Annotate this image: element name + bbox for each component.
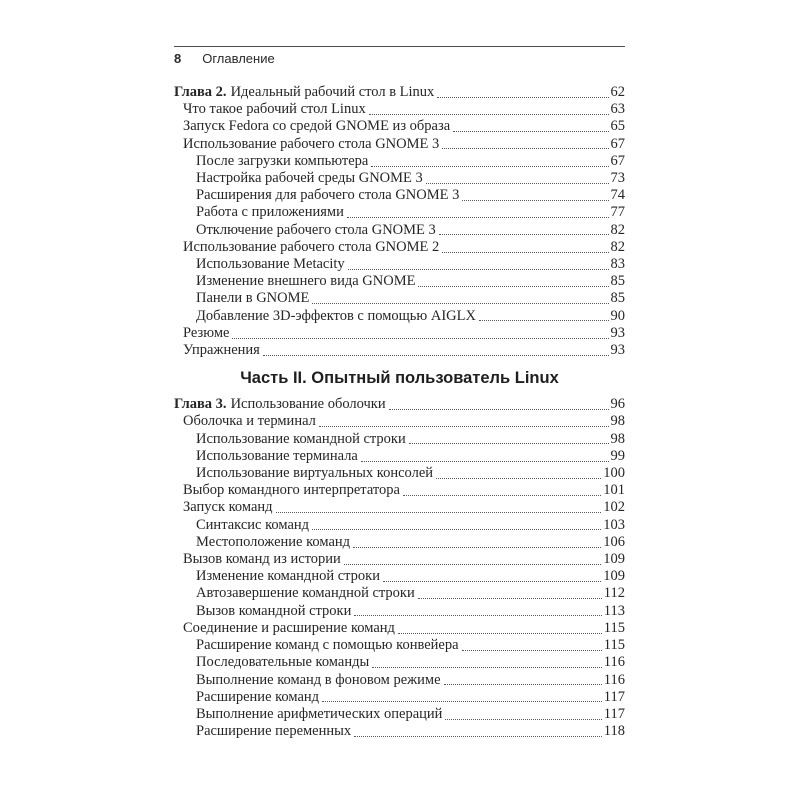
toc-entry <box>174 534 625 551</box>
entry-title: Работа с приложениями <box>196 204 344 221</box>
entry-title: Использование виртуальных консолей <box>196 465 434 482</box>
toc-entry <box>174 170 625 187</box>
dot-leader <box>389 409 609 410</box>
page-number: 96 <box>610 396 625 413</box>
toc-entry <box>174 308 625 325</box>
chapter-label: Глава 2. <box>174 84 227 100</box>
dot-leader <box>232 338 608 339</box>
toc-entry <box>174 465 625 482</box>
toc <box>174 84 625 740</box>
toc-entry <box>174 239 625 256</box>
entry-title: Добавление 3D-эффектов с помощью AIGLX <box>196 307 476 324</box>
entry-title: Использование рабочего стола GNOME 3 <box>183 135 440 152</box>
dot-leader <box>353 547 601 548</box>
dot-leader <box>354 615 601 616</box>
entry-title: Местоположение команд <box>196 533 351 550</box>
entry-title: Синтаксис команд <box>196 516 310 533</box>
toc-entry <box>174 396 625 413</box>
toc-entry <box>174 222 625 239</box>
dot-leader <box>354 736 602 737</box>
dot-leader <box>437 97 608 98</box>
toc-entry <box>174 568 625 585</box>
entry-title: Что такое рабочий стол Linux <box>183 101 366 118</box>
page-number: 117 <box>603 688 625 705</box>
entry-title: Выбор командного интерпретатора <box>183 482 400 499</box>
entry-title: Использование рабочего стола GNOME 2 <box>183 238 440 255</box>
page-number: 118 <box>603 723 625 740</box>
page-number: 103 <box>603 516 625 533</box>
page-number: 113 <box>603 602 625 619</box>
toc-entry <box>174 136 625 153</box>
toc-entry <box>174 342 625 359</box>
dot-leader <box>347 217 609 218</box>
page-number: 63 <box>610 101 625 118</box>
entry-title: Последовательные команды <box>196 654 370 671</box>
toc-entry <box>174 637 625 654</box>
dot-leader <box>426 183 609 184</box>
entry-title: Запуск команд <box>183 499 273 516</box>
page-number: 116 <box>603 671 625 688</box>
entry-title: Расширения для рабочего стола GNOME 3 <box>196 187 460 204</box>
entry-title: Настройка рабочей среды GNOME 3 <box>196 170 423 187</box>
entry-title: Изменение командной строки <box>196 568 380 585</box>
toc-entry <box>174 187 625 204</box>
page-number: 98 <box>610 430 625 447</box>
toc-entry <box>174 84 625 101</box>
page-number: 117 <box>603 705 625 722</box>
page-number: 83 <box>610 256 625 273</box>
entry-title: Оболочка и терминал <box>183 413 316 430</box>
dot-leader <box>312 529 601 530</box>
dot-leader <box>479 320 609 321</box>
toc-entry <box>174 603 625 620</box>
entry-title: Использование терминала <box>196 447 358 464</box>
page-number: 85 <box>610 290 625 307</box>
dot-leader <box>371 166 608 167</box>
page-number: 109 <box>603 568 625 585</box>
page-number: 106 <box>603 533 625 550</box>
chapter-label: Глава 3. <box>174 396 227 413</box>
page-number: 93 <box>610 324 625 341</box>
page-number: 109 <box>603 551 625 568</box>
toc-entry <box>174 706 625 723</box>
page-number: 102 <box>603 499 625 516</box>
toc-entry <box>174 551 625 568</box>
page-number: 100 <box>603 465 625 482</box>
entry-title: Соединение и расширение команд <box>183 619 395 636</box>
entry-title: Использование оболочки <box>230 396 386 413</box>
entry-title: Панели в GNOME <box>196 290 310 307</box>
toc-entry <box>174 325 625 342</box>
page-number: 82 <box>610 238 625 255</box>
page-number: 73 <box>610 170 625 187</box>
toc-entry <box>174 273 625 290</box>
page-number: 74 <box>610 187 625 204</box>
dot-leader <box>462 650 602 651</box>
entry-title: Отключение рабочего стола GNOME 3 <box>196 221 436 238</box>
page-header <box>174 46 625 66</box>
toc-entry <box>174 290 625 307</box>
dot-leader <box>276 512 602 513</box>
dot-leader <box>398 633 602 634</box>
header-page-number: 8 <box>174 51 182 66</box>
page-number: 90 <box>610 307 625 324</box>
entry-title: Расширение команд с помощью конвейера <box>196 637 459 654</box>
toc-entry <box>174 517 625 534</box>
entry-title: Запуск Fedora со средой GNOME из образа <box>183 118 451 135</box>
dot-leader <box>322 701 602 702</box>
dot-leader <box>312 303 608 304</box>
dot-leader <box>436 478 601 479</box>
toc-entry <box>174 585 625 602</box>
toc-entry <box>174 118 625 135</box>
page-number: 98 <box>610 413 625 430</box>
toc-entry <box>174 431 625 448</box>
toc-entry <box>174 499 625 516</box>
dot-leader <box>442 148 608 149</box>
dot-leader <box>462 200 608 201</box>
entry-title: Вызов команд из истории <box>183 551 341 568</box>
entry-title: Использование командной строки <box>196 430 406 447</box>
toc-entry <box>174 153 625 170</box>
page-number: 115 <box>603 637 625 654</box>
page-number: 82 <box>610 221 625 238</box>
toc-entry <box>174 620 625 637</box>
dot-leader <box>442 252 608 253</box>
page-number: 116 <box>603 654 625 671</box>
dot-leader <box>418 598 602 599</box>
page-number: 93 <box>610 342 625 359</box>
dot-leader <box>445 719 601 720</box>
page-number: 62 <box>610 84 625 100</box>
toc-entry <box>174 101 625 118</box>
toc-entry <box>174 413 625 430</box>
page-number: 115 <box>603 619 625 636</box>
entry-title: Идеальный рабочий стол в Linux <box>230 84 435 100</box>
dot-leader <box>409 443 609 444</box>
entry-title: Изменение внешнего вида GNOME <box>196 273 416 290</box>
entry-title: Упражнения <box>183 342 260 359</box>
entry-title: Расширение команд <box>196 688 320 705</box>
dot-leader <box>439 234 609 235</box>
page-number: 85 <box>610 273 625 290</box>
entry-title: Вызов командной строки <box>196 602 352 619</box>
toc-entry <box>174 482 625 499</box>
entry-title: Автозавершение командной строки <box>196 585 415 602</box>
entry-title: Выполнение арифметических операций <box>196 705 443 722</box>
dot-leader <box>344 564 601 565</box>
page-number: 65 <box>610 118 625 135</box>
entry-title: После загрузки компьютера <box>196 152 369 169</box>
dot-leader <box>263 355 609 356</box>
page-number: 99 <box>610 447 625 464</box>
entry-title: Резюме <box>183 324 230 341</box>
dot-leader <box>348 269 609 270</box>
dot-leader <box>361 461 609 462</box>
dot-leader <box>418 286 608 287</box>
toc-entry <box>174 204 625 221</box>
part-heading: Часть II. Опытный пользователь Linux <box>240 369 559 388</box>
toc-entry <box>174 672 625 689</box>
dot-leader <box>369 114 609 115</box>
dot-leader <box>383 581 601 582</box>
page-number: 77 <box>610 204 625 221</box>
header-title: Оглавление <box>202 51 275 66</box>
page-number: 101 <box>603 482 625 499</box>
dot-leader <box>319 426 609 427</box>
page-number: 112 <box>603 585 625 602</box>
toc-entry <box>174 448 625 465</box>
dot-leader <box>372 667 602 668</box>
toc-entry <box>174 723 625 740</box>
dot-leader <box>403 495 601 496</box>
entry-title: Выполнение команд в фоновом режиме <box>196 671 441 688</box>
page-number: 67 <box>610 135 625 152</box>
entry-title: Использование Metacity <box>196 256 345 273</box>
dot-leader <box>444 684 602 685</box>
entry-title: Расширение переменных <box>196 723 352 740</box>
page-number: 67 <box>610 152 625 169</box>
toc-entry <box>174 689 625 706</box>
toc-entry <box>174 256 625 273</box>
toc-entry <box>174 654 625 671</box>
dot-leader <box>453 131 608 132</box>
